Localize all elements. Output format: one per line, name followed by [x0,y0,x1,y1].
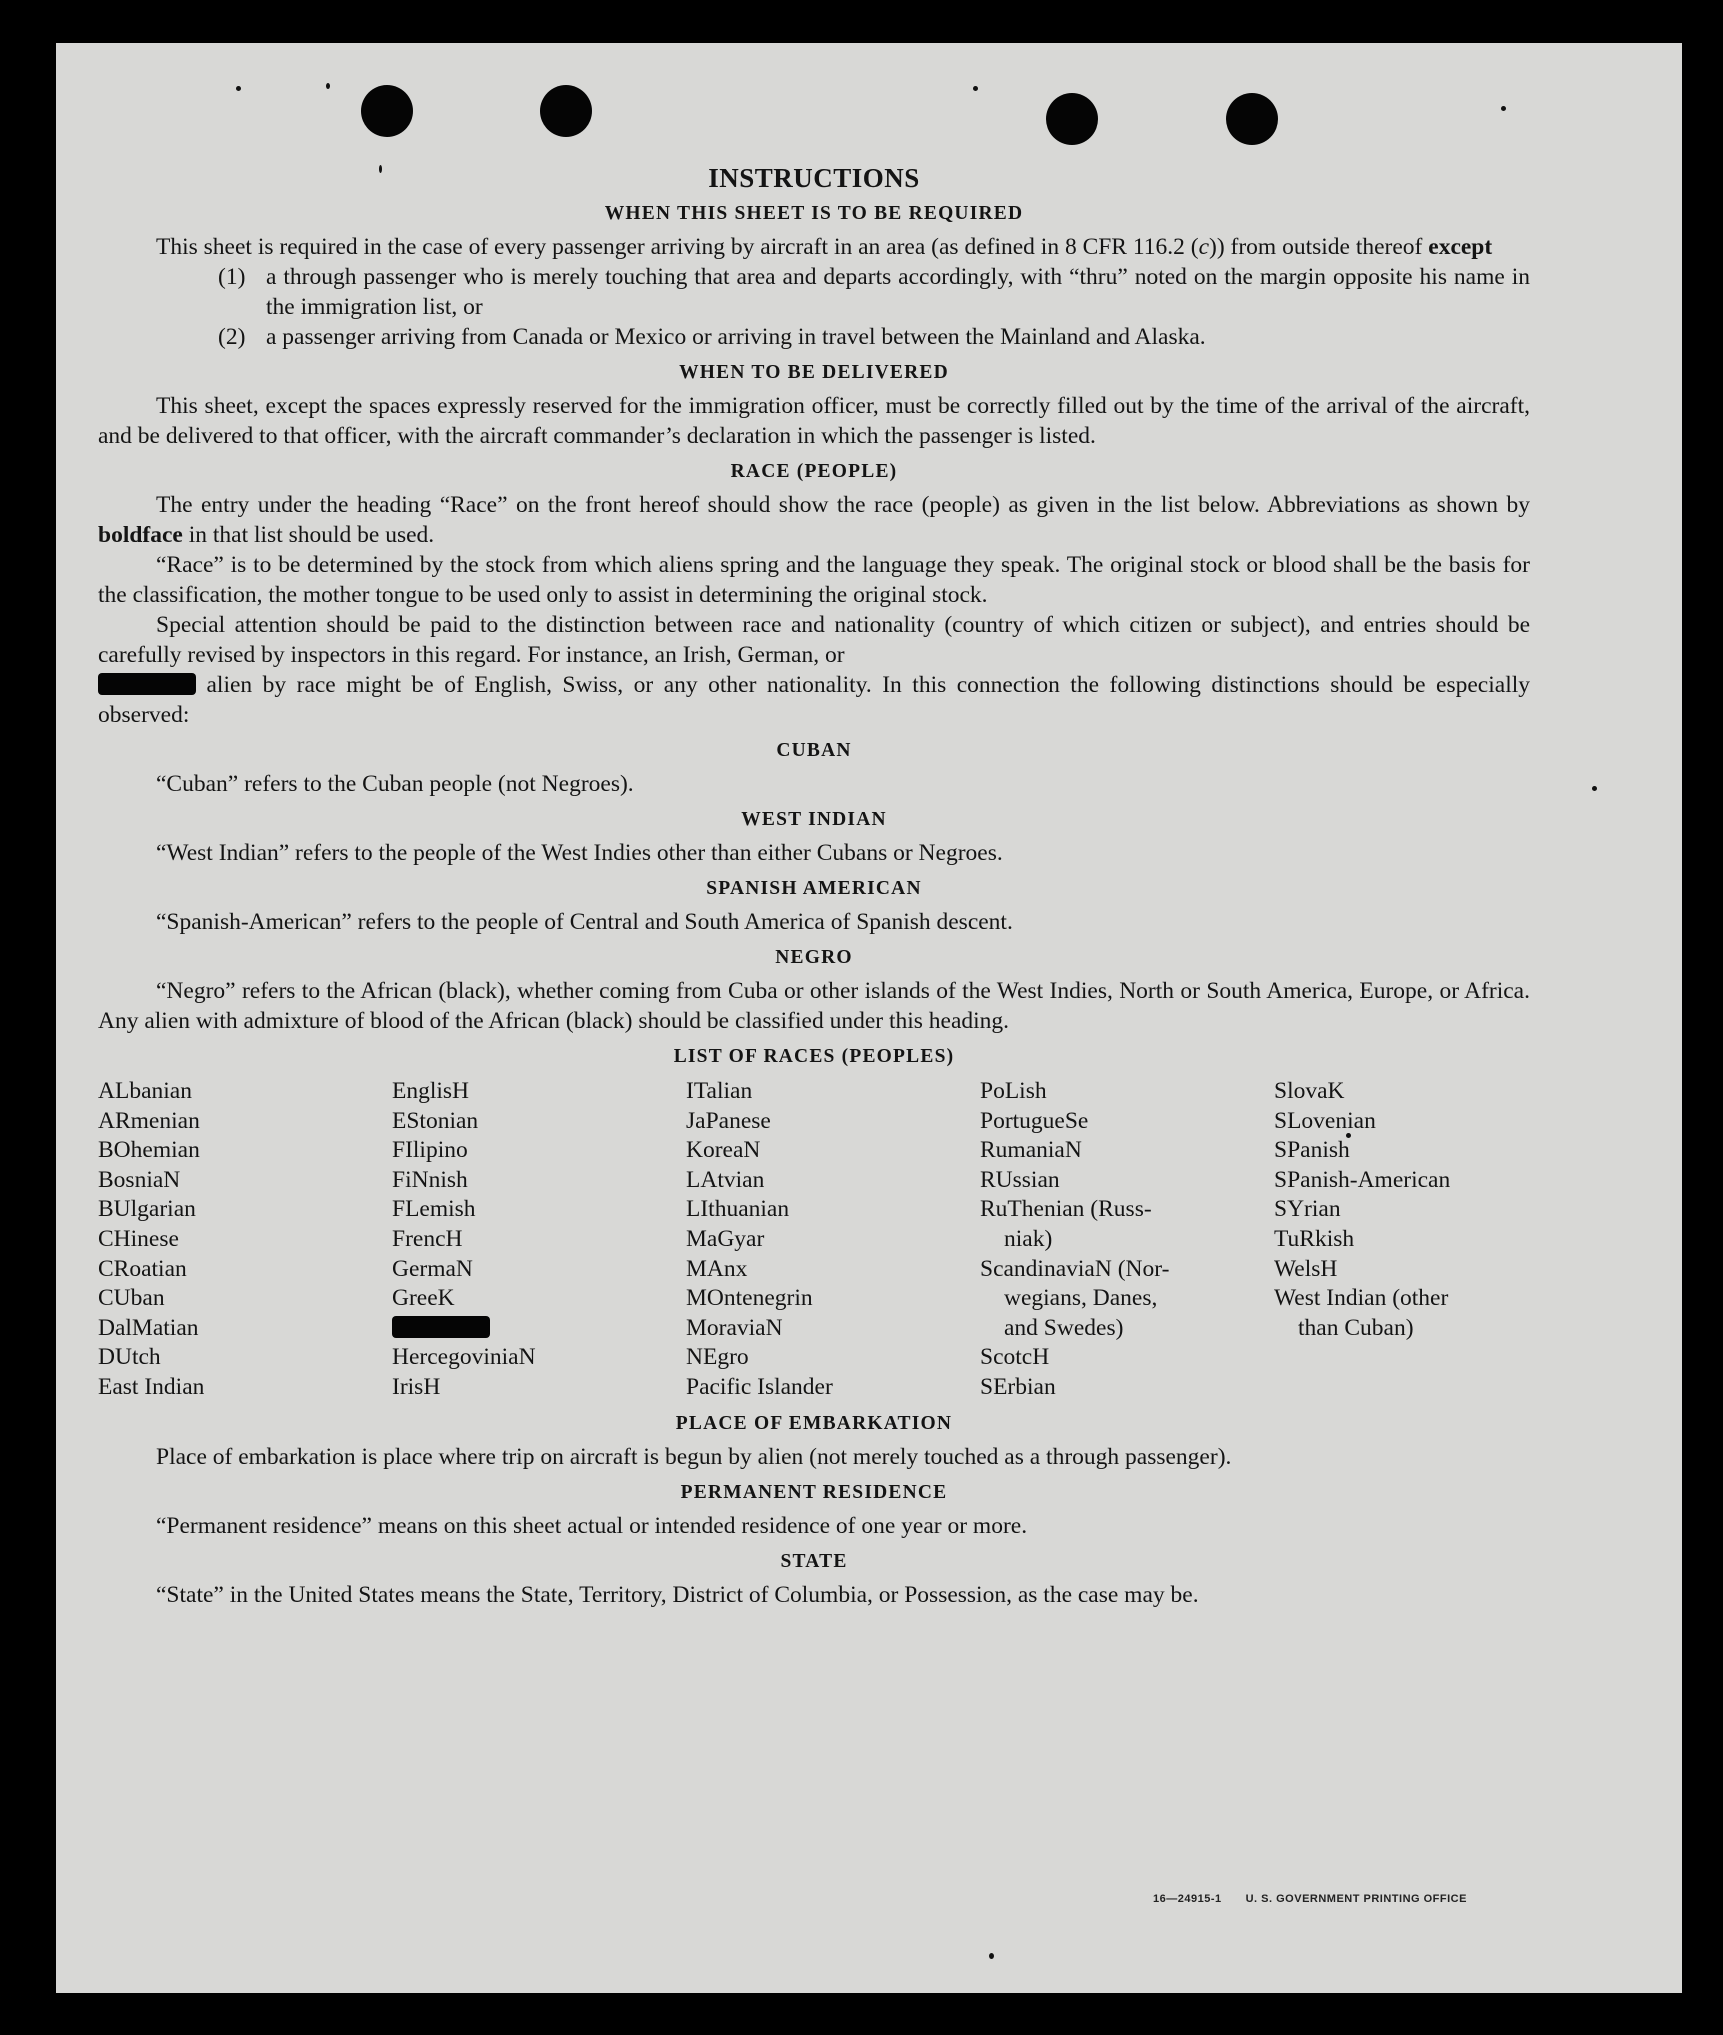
section-heading-negro: NEGRO [775,947,853,968]
race-entry: KoreaN [686,1137,761,1164]
section-heading-race: RACE (PEOPLE) [730,461,898,482]
race-entry: RUssian [980,1166,1060,1193]
races-column-5 [1274,1077,1530,1403]
race-entry: CUban [98,1285,165,1312]
race-entry-continuation: than Cuban) [1298,1314,1414,1341]
race-entry: WelsH [1274,1255,1338,1282]
race-entry: SlovaK [1274,1078,1345,1104]
race-entry: SPanish [1274,1137,1350,1164]
race-entry: FrencH [392,1225,463,1252]
redaction-mark [392,1316,490,1338]
race-entry-continuation: niak) [1004,1225,1053,1252]
races-column-3 [686,1077,980,1403]
print-footer [1153,1893,1491,1905]
race-entry: LIthuanian [686,1196,790,1223]
negro-text: “Negro” refers to the African (black), whether coming from Cuba or other islands of the West Indies, North or South America, Europe, or Africa. Any alien with admixture of blood of the African (black) should be classified under this heading. [98,978,1530,1034]
section-heading-required: WHEN THIS SHEET IS TO BE REQUIRED [604,203,1024,224]
race-entry: ScandinaviaN (Nor- [980,1255,1170,1282]
ink-speck [236,86,241,91]
redaction-mark [98,673,196,695]
race-entry: ITalian [686,1078,753,1104]
exception-item-1: (1) a through passenger who is merely touching that area and departs accordingly, with “thru” noted on the margin opposite his name in the immigration list, or [218,264,1530,320]
race-entry: JaPanese [686,1107,771,1134]
race-entry: FLemish [392,1196,476,1223]
delivered-text: This sheet, except the spaces expressly reserved for the immigration officer, must be correctly filled out by the time of the arrival of the aircraft, and be delivered to that officer, with the aircraft commander’s declaration in which the passenger is listed. [98,393,1530,449]
embarkation-text: Place of embarkation is place where trip on aircraft is begun by alien (not merely touched as a through passenger). [156,1443,1232,1470]
race-entry: East Indian [98,1373,205,1400]
punch-hole [540,85,592,137]
race-entry: BosniaN [98,1166,181,1193]
race-paragraph-3: Special attention should be paid to the distinction between race and nationality (country of which citizen or subject), and entries should be carefully revised by inspectors in this regard. For instance, an Irish, German, or alien by race might be of English, Swiss, or any other nationality. In this connection the following distinctions should be especially observed: [98,612,1530,728]
race-entry: RuThenian (Russ- [980,1196,1152,1223]
spanish-american-text: “Spanish-American” refers to the people of Central and South America of Spanish descent. [156,909,1013,935]
race-entry: PortugueSe [980,1107,1089,1134]
races-column-4 [980,1077,1274,1403]
west-indian-text: “West Indian” refers to the people of the West Indies other than either Cubans or Negroes. [156,840,1003,866]
cuban-text: “Cuban” refers to the Cuban people (not Negroes). [156,771,634,797]
ink-speck [989,1953,994,1959]
race-entry: MAnx [686,1255,748,1282]
section-heading-west-indian: WEST INDIAN [741,809,887,830]
section-heading-residence: PERMANENT RESIDENCE [680,1481,948,1503]
races-column-2 [392,1077,686,1403]
section-heading-embarkation: PLACE OF EMBARKATION [675,1412,953,1434]
state-text: “State” in the United States means the State, Territory, District of Columbia, or Possession, as the case may be. [156,1581,1199,1608]
races-column-1 [98,1077,392,1403]
race-paragraph-2: “Race” is to be determined by the stock from which aliens spring and the language they speak. The original stock or blood shall be the basis for the classification, the mother tongue to be used only to assist in determining the original stock. [98,552,1530,608]
races-list [98,1077,1530,1403]
race-entry: NEgro [686,1344,749,1371]
race-entry: FIlipino [392,1137,468,1164]
race-entry: HercegoviniaN [392,1344,536,1371]
race-entry: SPanish-American [1274,1166,1451,1193]
race-entry: SErbian [980,1373,1056,1400]
residence-text: “Permanent residence” means on this sheet actual or intended residence of one year or more. [156,1512,1028,1539]
race-entry: TuRkish [1274,1225,1355,1252]
race-entry: MOntenegrin [686,1285,813,1312]
race-entry: ALbanian [98,1078,192,1104]
race-entry: EnglisH [392,1078,470,1104]
race-entry: West Indian (other [1274,1285,1449,1312]
ink-speck [326,83,330,89]
punch-hole [1046,93,1098,145]
ink-speck [973,86,978,91]
race-entry: FiNnish [392,1166,468,1193]
punch-hole [361,85,413,137]
form-number: 16—24915-1 [1153,1893,1222,1905]
race-entry: BUlgarian [98,1196,196,1223]
race-paragraph-1: The entry under the heading “Race” on the front hereof should show the race (people) as given in the list below. Abbreviations as shown by boldface in that list should be used. [98,492,1530,548]
race-entry: IrisH [392,1373,441,1400]
section-heading-state: STATE [780,1550,848,1572]
race-entry: EStonian [392,1107,479,1134]
punch-hole [1226,93,1278,145]
ink-speck [1592,786,1597,791]
race-entry: LAtvian [686,1166,765,1193]
ink-speck [1501,106,1506,111]
exception-item-2: (2) a passenger arriving from Canada or Mexico or arriving in travel between the Mainland and Alaska. [218,324,1206,350]
race-entry: SLovenian [1274,1107,1376,1134]
race-entry-continuation: and Swedes) [1004,1314,1124,1341]
race-entry: DalMatian [98,1314,199,1341]
race-entry: MaGyar [686,1225,765,1252]
instructions-body [98,163,1530,1610]
section-heading-spanish-american: SPANISH AMERICAN [706,878,922,899]
race-entry: RumaniaN [980,1137,1082,1164]
race-entry: MoraviaN [686,1314,783,1341]
race-entry-redacted [392,1314,686,1344]
race-entry: ScotcH [980,1344,1050,1371]
document-sheet [56,43,1682,1993]
section-heading-cuban: CUBAN [776,740,852,761]
section-heading-races-list: LIST OF RACES (PEOPLES) [673,1046,955,1067]
race-entry: GermaN [392,1255,473,1282]
required-intro: This sheet is required in the case of every passenger arriving by aircraft in an area (as defined in 8 CFR 116.2 (c)) from outside thereof except [156,234,1493,260]
printer-credit: U. S. GOVERNMENT PRINTING OFFICE [1245,1893,1467,1905]
race-entry-continuation: wegians, Danes, [1004,1285,1158,1312]
race-entry: ARmenian [98,1107,200,1134]
race-entry: CHinese [98,1225,179,1252]
race-entry: Pacific Islander [686,1373,833,1400]
race-entry: CRoatian [98,1255,187,1282]
race-entry: DUtch [98,1344,161,1371]
race-entry: SYrian [1274,1196,1341,1223]
race-entry: GreeK [392,1285,455,1312]
race-entry: BOhemian [98,1137,200,1164]
race-entry: PoLish [980,1078,1047,1104]
section-heading-delivered: WHEN TO BE DELIVERED [679,362,949,383]
page-title: INSTRUCTIONS [708,163,920,193]
